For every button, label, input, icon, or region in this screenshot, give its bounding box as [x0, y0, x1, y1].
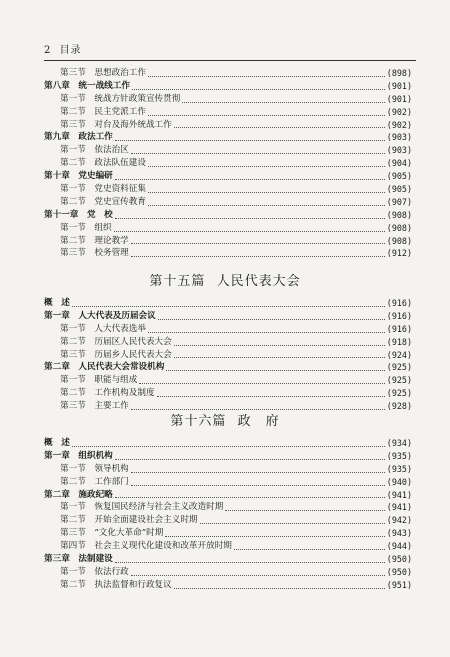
toc-entry[interactable] — [44, 323, 412, 336]
header-rule — [44, 60, 416, 61]
dot-leader — [139, 383, 384, 384]
toc-entry-title: 第四节 社会主义现代化建设和改革开放时期 — [60, 541, 232, 552]
toc-entry[interactable] — [44, 540, 412, 553]
toc-entry[interactable] — [44, 349, 412, 362]
toc-entry[interactable] — [44, 297, 412, 310]
toc-entry-page: (898) — [386, 67, 412, 78]
toc-entry[interactable] — [44, 387, 412, 400]
toc-entry-page: (905) — [386, 171, 412, 182]
toc-entry-title: 第十一章 党 校 — [44, 209, 113, 220]
toc-entry[interactable] — [44, 235, 412, 248]
toc-entry-title: 第一节 依法治区 — [60, 145, 129, 156]
toc-entry-page: (942) — [386, 515, 412, 526]
toc-entry-page: (924) — [386, 349, 412, 360]
toc-entry[interactable] — [44, 183, 412, 196]
toc-entry-page: (944) — [386, 541, 412, 552]
toc-entry-title: 第一章 组织机构 — [44, 450, 113, 461]
part-title-15 — [0, 270, 450, 289]
toc-entry-page: (925) — [386, 375, 412, 386]
toc-entry-title: 第一章 人大代表及历届会议 — [44, 310, 156, 321]
toc-entry-title: 第三节 历届乡人民代表大会 — [60, 349, 172, 360]
toc-entry-title: 第二节 工作机构及制度 — [60, 388, 155, 399]
toc-entry-title: 概 述 — [44, 297, 70, 308]
part-number: 第十六篇 — [170, 414, 227, 429]
toc-entry-page: (934) — [386, 437, 412, 448]
toc-entry-title: 第二节 工作部门 — [60, 476, 129, 487]
dot-leader — [131, 256, 385, 257]
toc-entry-title: 第三章 法制建设 — [44, 554, 113, 564]
toc-entry-page: (935) — [386, 463, 412, 474]
toc-entry-title: 第二节 开始全面建设社会主义时期 — [60, 515, 198, 526]
toc-entry-page: (925) — [386, 388, 412, 399]
toc-entry-page: (951) — [386, 579, 412, 590]
dot-leader — [174, 588, 385, 589]
toc-entry-page: (950) — [386, 554, 412, 564]
toc-entry-title: 第一节 组织 — [60, 222, 112, 233]
dot-leader — [174, 357, 385, 358]
dot-leader — [157, 396, 385, 397]
part-name: 政 府 — [237, 414, 280, 429]
dot-leader — [148, 332, 385, 333]
dot-leader — [131, 575, 385, 576]
toc-entry-page: (916) — [386, 297, 412, 308]
toc-entry-page: (950) — [386, 566, 412, 577]
toc-entry-title: 第一节 统战方针政策宣传贯彻 — [60, 93, 181, 104]
dot-leader — [115, 179, 385, 180]
dot-leader — [131, 243, 385, 244]
toc-entry-title: 第三节 校务管理 — [60, 248, 129, 259]
toc-entry-page: (943) — [386, 528, 412, 539]
header-title: 目录 — [59, 45, 82, 56]
toc-entry-page: (904) — [386, 158, 412, 169]
dot-leader — [131, 485, 385, 486]
toc-entry-page: (941) — [386, 489, 412, 500]
toc-entry-page: (916) — [386, 310, 412, 321]
toc-entry-page: (916) — [386, 323, 412, 334]
toc-entry-page: (925) — [386, 362, 412, 373]
toc-entry-page: (901) — [386, 93, 412, 104]
part-name: 人民代表大会 — [216, 274, 301, 289]
toc-entry[interactable] — [44, 476, 412, 489]
dot-leader — [114, 231, 385, 232]
toc-entry-title: 第二章 施政纪略 — [44, 489, 113, 500]
toc-entry[interactable] — [44, 553, 412, 566]
toc-entry[interactable] — [44, 247, 412, 260]
toc-entry[interactable] — [44, 209, 412, 222]
toc-entry-title: 第十章 党史编研 — [44, 171, 113, 182]
toc-entry-title: 第三节 思想政治工作 — [60, 67, 146, 78]
toc-entry-page: (901) — [386, 80, 412, 91]
toc-entry[interactable] — [44, 131, 412, 144]
toc-entry-title: 第二节 历届区人民代表大会 — [60, 336, 172, 347]
toc-entry[interactable] — [44, 514, 412, 527]
toc-entry-title: 第二节 政法队伍建设 — [60, 158, 146, 169]
toc-entry-page: (908) — [386, 235, 412, 246]
dot-leader — [115, 218, 385, 219]
toc-entry-page: (903) — [386, 145, 412, 156]
dot-leader — [182, 102, 384, 103]
toc-entry-title: 第一节 职能与组成 — [60, 375, 138, 386]
dot-leader — [166, 370, 384, 371]
toc-entry[interactable] — [44, 527, 412, 540]
toc-entry[interactable] — [44, 450, 412, 463]
toc-entry[interactable] — [44, 374, 412, 387]
part-title-16 — [0, 410, 450, 429]
toc-entry-title: 第八章 统一战线工作 — [44, 80, 130, 91]
toc-entry-title: 第二节 民主党派工作 — [60, 106, 146, 117]
toc-entry-title: 第九章 政法工作 — [44, 132, 113, 143]
toc-entry[interactable] — [44, 310, 412, 323]
dot-leader — [115, 497, 385, 498]
dot-leader — [115, 562, 385, 563]
dot-leader — [148, 115, 385, 116]
dot-leader — [148, 166, 385, 167]
toc-entry[interactable] — [44, 80, 412, 93]
toc-entry-title: 第二节 执法监督和行政复议 — [60, 579, 172, 590]
dot-leader — [174, 345, 385, 346]
toc-entry-page: (935) — [386, 450, 412, 461]
toc-entry-title: 第三节 主要工作 — [60, 401, 129, 412]
toc-entry[interactable] — [44, 106, 412, 119]
toc-entry-title: 第一节 领导机构 — [60, 463, 129, 474]
toc-entry-page: (902) — [386, 106, 412, 117]
toc-block-part16 — [44, 437, 412, 592]
running-header — [44, 41, 82, 56]
toc-entry-page: (940) — [386, 476, 412, 487]
toc-entry[interactable] — [44, 579, 412, 592]
toc-entry[interactable] — [44, 361, 412, 374]
toc-entry[interactable] — [44, 170, 412, 183]
dot-leader — [72, 446, 385, 447]
toc-entry[interactable] — [44, 196, 412, 209]
toc-entry-page: (908) — [386, 209, 412, 220]
dot-leader — [148, 76, 385, 77]
dot-leader — [225, 510, 384, 511]
toc-entry[interactable] — [44, 489, 412, 502]
toc-entry-title: 概 述 — [44, 437, 70, 448]
toc-entry-title: 第一节 依法行政 — [60, 566, 129, 577]
dot-leader — [234, 549, 385, 550]
toc-entry-title: 第一节 恢复国民经济与社会主义改造时期 — [60, 502, 224, 513]
toc-entry[interactable] — [44, 144, 412, 157]
toc-entry[interactable] — [44, 463, 412, 476]
toc-block-part14 — [44, 67, 412, 260]
dot-leader — [115, 140, 385, 141]
toc-entry-title: 第一节 人大代表选举 — [60, 323, 146, 334]
toc-entry-page: (908) — [386, 222, 412, 233]
dot-leader — [165, 536, 384, 537]
toc-entry[interactable] — [44, 566, 412, 579]
toc-entry-title: 第三节 对台及海外统战工作 — [60, 119, 172, 130]
dot-leader — [158, 319, 385, 320]
dot-leader — [200, 523, 385, 524]
toc-entry-title: 第二节 党史宣传教育 — [60, 196, 146, 207]
toc-entry-page: (905) — [386, 184, 412, 194]
toc-entry-page: (928) — [386, 401, 412, 412]
page-number: 2 — [44, 45, 52, 56]
toc-entry[interactable] — [44, 222, 412, 235]
toc-block-part15 — [44, 297, 412, 413]
toc-entry[interactable] — [44, 157, 412, 170]
toc-entry-page: (941) — [386, 502, 412, 513]
toc-entry-page: (918) — [386, 336, 412, 347]
toc-entry-page: (907) — [386, 196, 412, 207]
toc-entry-page: (912) — [386, 248, 412, 259]
toc-entry[interactable] — [44, 501, 412, 514]
toc-entry[interactable] — [44, 93, 412, 106]
dot-leader — [148, 192, 385, 193]
part-number: 第十五篇 — [149, 274, 206, 289]
dot-leader — [132, 89, 385, 90]
dot-leader — [148, 205, 385, 206]
toc-entry[interactable] — [44, 67, 412, 80]
toc-entry-page: (902) — [386, 119, 412, 130]
toc-entry[interactable] — [44, 119, 412, 132]
toc-entry-title: 第一节 党史资料征集 — [60, 184, 146, 194]
dot-leader — [131, 472, 385, 473]
dot-leader — [131, 153, 385, 154]
toc-entry-page: (903) — [386, 132, 412, 143]
dot-leader — [72, 306, 385, 307]
toc-entry[interactable] — [44, 437, 412, 450]
toc-entry-title: 第二节 理论教学 — [60, 235, 129, 246]
toc-entry-title: 第二章 人民代表大会常设机构 — [44, 362, 165, 373]
toc-entry[interactable] — [44, 336, 412, 349]
dot-leader — [174, 127, 385, 128]
dot-leader — [115, 459, 385, 460]
toc-entry-title: 第三节 “文化大革命”时期 — [60, 528, 164, 539]
